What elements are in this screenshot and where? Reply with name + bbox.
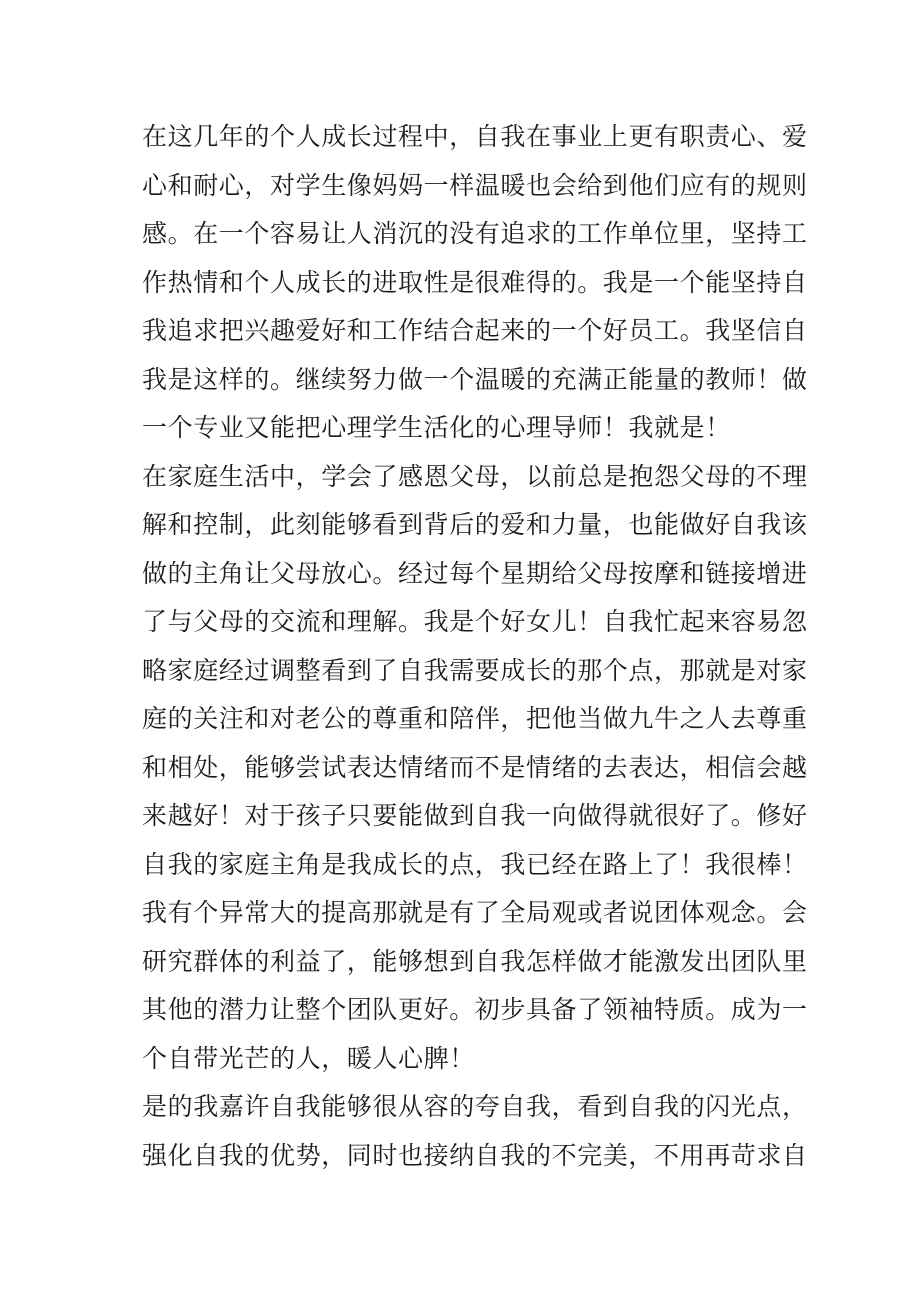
text-line: 我追求把兴趣爱好和工作结合起来的一个好员工。我坚信自 <box>142 316 808 345</box>
text-line: 和相处，能够尝试表达情绪而不是情绪的去表达，相信会越 <box>142 752 808 782</box>
text-line: 一个专业又能把心理学生活化的心理导师！我就是！ <box>142 413 731 442</box>
text-line: 做的主角让父母放心。经过每个星期给父母按摩和链接增进 <box>142 558 808 588</box>
body-text <box>142 113 808 1180</box>
text-line: 作热情和个人成长的进取性是很难得的。我是一个能坚持自 <box>142 267 808 297</box>
text-line: 庭的关注和对老公的尊重和陪伴，把他当做九牛之人去尊重 <box>142 704 808 733</box>
text-line: 在家庭生活中，学会了感恩父母，以前总是抱怨父母的不理 <box>142 461 808 491</box>
text-line: 是的我嘉许自我能够很从容的夸自我，看到自我的闪光点， <box>142 1092 808 1121</box>
text-line: 来越好！对于孩子只要能做到自我一向做得就很好了。修好 <box>142 801 808 830</box>
text-line: 个自带光芒的人，暖人心脾！ <box>142 1043 475 1073</box>
text-line: 自我的家庭主角是我成长的点，我已经在路上了！我很棒！ <box>142 849 808 879</box>
text-line: 略家庭经过调整看到了自我需要成长的那个点，那就是对家 <box>142 655 808 685</box>
text-line: 心和耐心，对学生像妈妈一样温暖也会给到他们应有的规则 <box>142 170 808 200</box>
text-line: 我是这样的。继续努力做一个温暖的充满正能量的教师！做 <box>142 364 808 394</box>
text-line: 在这几年的个人成长过程中，自我在事业上更有职责心、爱 <box>142 122 808 151</box>
text-line: 强化自我的优势，同时也接纳自我的不完美，不用再苛求自 <box>142 1140 808 1170</box>
text-line: 解和控制，此刻能够看到背后的爱和力量，也能做好自我该 <box>142 510 808 539</box>
text-line: 了与父母的交流和理解。我是个好女儿！自我忙起来容易忽 <box>142 607 808 636</box>
text-line: 研究群体的利益了，能够想到自我怎样做才能激发出团队里 <box>142 946 808 976</box>
text-line: 其他的潜力让整个团队更好。初步具备了领袖特质。成为一 <box>142 995 808 1024</box>
text-line: 感。在一个容易让人消沉的没有追求的工作单位里，坚持工 <box>142 219 808 248</box>
text-line: 我有个异常大的提高那就是有了全局观或者说团体观念。会 <box>142 898 808 927</box>
